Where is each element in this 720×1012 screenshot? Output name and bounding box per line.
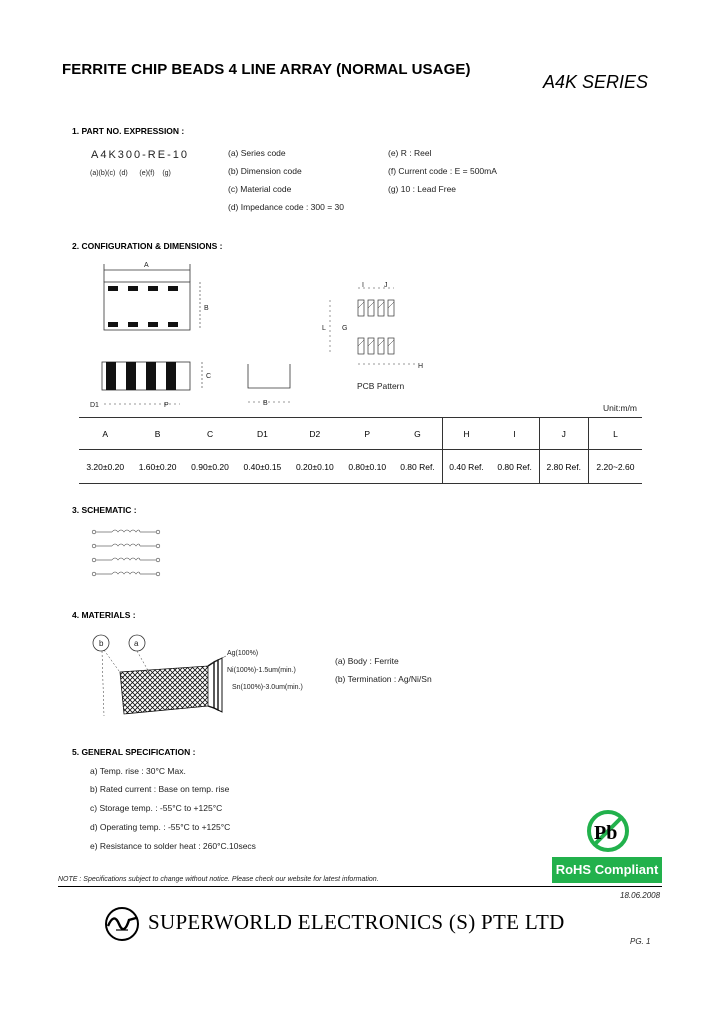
table-cell: 0.90±0.20 [184, 450, 236, 484]
part-code-labels: (a)(b)(c) (d) (e)(f) (g) [90, 170, 171, 177]
table-header: C [184, 418, 236, 450]
layer-ni: Ni(100%)-1.5um(min.) [227, 667, 296, 674]
section-part-no-heading: 1. PART NO. EXPRESSION : [72, 126, 185, 136]
dim-label-l: L [322, 325, 326, 332]
company-name: SUPERWORLD ELECTRONICS (S) PTE LTD [148, 910, 565, 934]
section-general-heading: 5. GENERAL SPECIFICATION : [72, 747, 196, 757]
footer-note: NOTE : Specifications subject to change without notice. Please check our website for latest information. [58, 876, 379, 883]
callout-b: b [99, 639, 104, 648]
table-header: P [341, 418, 393, 450]
dim-label-b: B [204, 305, 209, 312]
layer-ag: Ag(100%) [227, 650, 259, 657]
end-view-drawing [240, 362, 300, 412]
table-cell: 2.80 Ref. [539, 450, 588, 484]
dim-label-c: C [206, 373, 212, 380]
side-view-drawing [90, 358, 220, 413]
page-title: FERRITE CHIP BEADS 4 LINE ARRAY (NORMAL USAGE) [62, 61, 471, 78]
pb-symbol: Pb [594, 822, 618, 844]
table-header-row [79, 418, 642, 450]
dim-label-i: I [362, 282, 364, 289]
materials-drawing [90, 630, 230, 722]
part-item-f: (f) Current code : E = 500mA [388, 166, 497, 176]
table-header: H [442, 418, 491, 450]
section-materials-heading: 4. MATERIALS : [72, 610, 136, 620]
spec-storage-temp: c) Storage temp. : -55°C to +125°C [90, 803, 223, 813]
spec-rated-current: b) Rated current : Base on temp. rise [90, 784, 230, 794]
spec-solder-heat: e) Resistance to solder heat : 260°C.10secs [90, 841, 256, 851]
table-header: B [131, 418, 183, 450]
callout-a: a [134, 639, 139, 648]
material-body: (a) Body : Ferrite [335, 656, 399, 666]
part-item-e: (e) R : Reel [388, 148, 432, 158]
spec-operating-temp: d) Operating temp. : -55°C to +125°C [90, 822, 231, 832]
part-item-d: (d) Impedance code : 300 = 30 [228, 202, 345, 212]
top-view-drawing [90, 258, 220, 348]
table-cell: 2.20~2.60 [588, 450, 642, 484]
part-item-g: (g) 10 : Lead Free [388, 184, 457, 194]
unit-label: Unit:m/m [603, 403, 637, 413]
table-header: A [79, 418, 131, 450]
dim-label-p: P [164, 402, 169, 409]
dim-label-b-side: B [263, 400, 268, 407]
section-config-heading: 2. CONFIGURATION & DIMENSIONS : [72, 241, 223, 251]
footer-date: 18.06.2008 [620, 891, 661, 900]
table-header: I [491, 418, 540, 450]
page-number: PG. 1 [630, 937, 651, 946]
dim-label-h: H [418, 363, 424, 370]
part-item-c: (c) Material code [228, 184, 292, 194]
table-row [79, 450, 642, 484]
pcb-pattern-label: PCB Pattern [357, 381, 405, 391]
dim-label-j: J [384, 282, 388, 289]
part-item-a: (a) Series code [228, 148, 286, 158]
table-header: G [393, 418, 442, 450]
table-cell: 0.80 Ref. [491, 450, 540, 484]
table-header: D2 [289, 418, 341, 450]
series-name: A4K SERIES [543, 72, 649, 92]
dim-label-a: A [144, 262, 149, 269]
table-cell: 0.80±0.10 [341, 450, 393, 484]
layer-sn: Sn(100%)-3.0um(min.) [232, 684, 303, 691]
table-header: D1 [236, 418, 288, 450]
lead-free-icon [584, 808, 632, 854]
dim-label-g: G [342, 325, 348, 332]
table-cell: 3.20±0.20 [79, 450, 131, 484]
rohs-badge: RoHS Compliant [552, 857, 662, 883]
schematic-drawing [88, 524, 168, 584]
company-logo-icon [104, 906, 140, 942]
spec-temp-rise: a) Temp. rise : 30°C Max. [90, 766, 186, 776]
table-cell: 1.60±0.20 [131, 450, 183, 484]
table-header: J [539, 418, 588, 450]
table-cell: 0.40 Ref. [442, 450, 491, 484]
table-cell: 0.80 Ref. [393, 450, 442, 484]
footer-divider [58, 886, 662, 887]
table-cell: 0.20±0.10 [289, 450, 341, 484]
dim-label-d1: D1 [90, 402, 99, 409]
pcb-pattern-drawing [320, 280, 430, 370]
table-cell: 0.40±0.15 [236, 450, 288, 484]
part-item-b: (b) Dimension code [228, 166, 302, 176]
section-schematic-heading: 3. SCHEMATIC : [72, 505, 137, 515]
table-header: L [588, 418, 642, 450]
dimension-table [79, 417, 642, 484]
part-code: A4K300-RE-10 [91, 149, 189, 161]
material-termination: (b) Termination : Ag/Ni/Sn [335, 674, 432, 684]
